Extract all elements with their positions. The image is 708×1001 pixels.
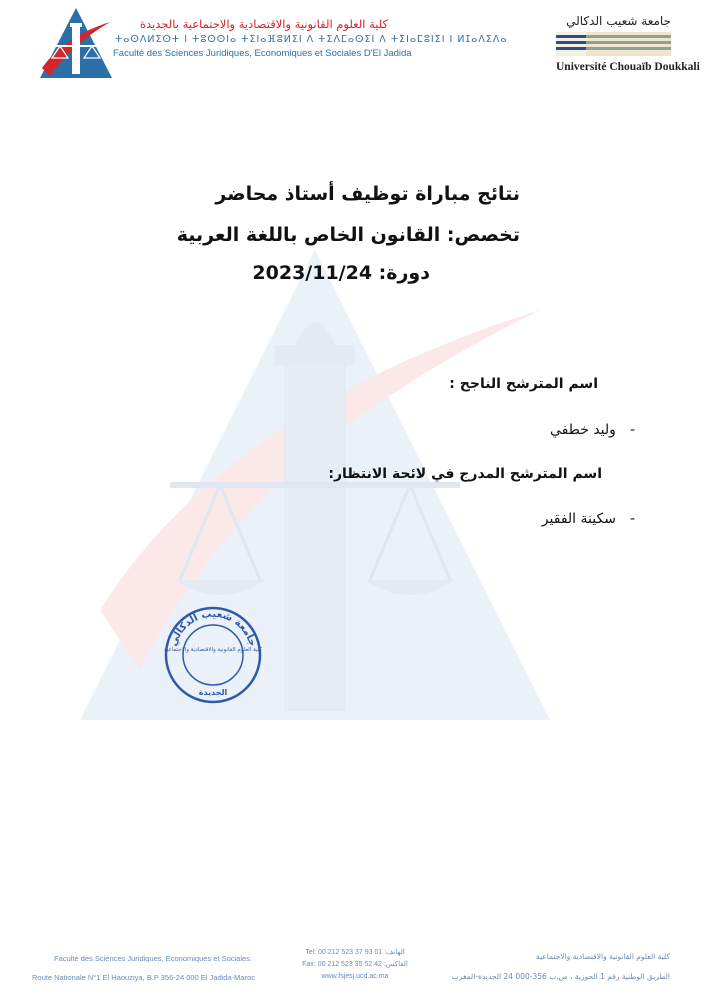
university-name-arabic: جامعة شعيب الدكالي [566, 14, 671, 28]
footer-website: www.fsjesj.ucd.ac.ma [321, 973, 389, 980]
faculty-name-tifinagh: ⵜⴰⵙⴷⵍⵉⵙⵜ ⵏ ⵜⵓⵙⵙⵏⴰ ⵜⵉⵏⴰⴼⵓⵍⵉⵏ ⴷ ⵜⵉⴷⵎⴰⵙⵉⵏ ⴷ ⵜⵉⵏⴰⵎⵓⵏⵉⵏ ⵏ ⵍⵊⴰⴷⵉⴷⴰ [115, 34, 508, 45]
successful-candidate-name: وليد خطفي [549, 422, 616, 438]
faculty-logo-icon [40, 8, 112, 80]
footer-fax: Fax: 00 212 523 35 52 42 :الفاكس [302, 961, 408, 968]
watermark-logo [80, 250, 550, 730]
official-stamp [163, 605, 263, 705]
list-dash: - [629, 511, 635, 527]
waitlist-candidate-item [400, 511, 635, 527]
stamp-inner-text: كلية العلوم القانونية والاقتصادية والاجتماعية [163, 647, 263, 653]
list-dash: - [629, 422, 635, 438]
university-name-french: Université Chouaïb Doukkali [556, 61, 700, 73]
waitlist-candidate-label: اسم المترشح المدرج في لائحة الانتظار: [328, 466, 602, 482]
footer-address-arabic: الطريق الوطنية رقم 1 الحوزية ، ص.ب 356-000 24 الجديدة-المغرب [451, 972, 670, 981]
page-header [0, 0, 708, 90]
successful-candidate-item [400, 422, 635, 438]
footer-address-french: Route Nationale N°1 El Haouziya, B.P 356-24 000 El Jadida-Maroc [32, 973, 255, 982]
stamp-outer-text: جامعة شعيب الدكالي [168, 608, 258, 648]
footer-left [32, 949, 255, 987]
faculty-name-arabic: كلية العلوم القانونية والاقتصادية والاجتماعية بالجديدة [139, 17, 388, 31]
faculty-name-block [113, 16, 508, 61]
stamp-bottom-text: الجديدة [198, 688, 228, 697]
footer-phone: Tel: 00 212 523 37 93 01 :الهاتف [305, 949, 405, 956]
svg-text:جامعة شعيب الدكالي [168, 609, 258, 648]
footer-faculty-name: Faculté des Sciences Juridiques, Economiques et Sociales. [54, 954, 253, 963]
university-emblem-icon [556, 32, 671, 56]
footer-contact [300, 947, 410, 983]
footer-right [452, 947, 670, 987]
document-session-date: دورة: 2023/11/24 [252, 262, 430, 284]
faculty-name-french: Faculté des Sciences Juridiques, Economiques et Sociales D'El Jadida [113, 48, 412, 59]
waitlist-candidate-name: سكينة الفقير [541, 511, 616, 527]
successful-candidate-label: اسم المترشح الناجح : [449, 376, 598, 392]
document-title: نتائج مباراة توظيف أستاذ محاضر [215, 183, 520, 205]
university-logo [556, 12, 700, 73]
page-footer [0, 945, 708, 1001]
footer-faculty-name-arabic: كلية العلوم القانونية والاقتصادية والاجتماعية [536, 952, 670, 961]
document-specialty: تخصص: القانون الخاص باللغة العربية [176, 224, 520, 246]
